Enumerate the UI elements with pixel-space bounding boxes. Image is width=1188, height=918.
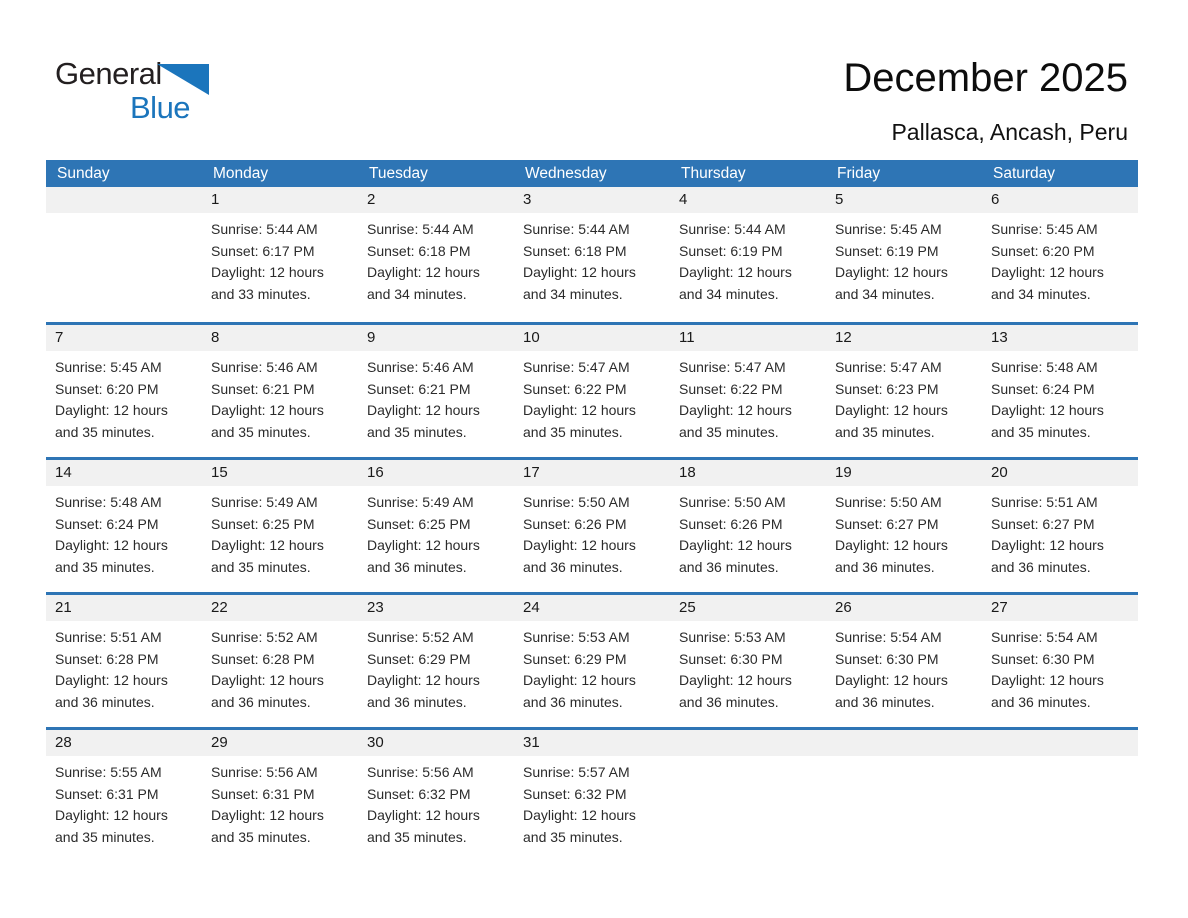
day-cell bbox=[202, 595, 358, 727]
daylight-minutes-text: and 36 minutes. bbox=[679, 558, 779, 575]
day-number bbox=[982, 730, 1138, 756]
daylight-minutes-text: and 35 minutes. bbox=[211, 558, 311, 575]
week-row bbox=[46, 727, 1138, 862]
daylight-hours-text: Daylight: 12 hours bbox=[55, 672, 168, 688]
daylight-hours-text: Daylight: 12 hours bbox=[55, 807, 168, 823]
sunset-text: Sunset: 6:30 PM bbox=[991, 650, 1095, 667]
sunrise-text: Sunrise: 5:49 AM bbox=[367, 494, 474, 510]
daylight-minutes-text: and 36 minutes. bbox=[55, 693, 155, 710]
weekday-saturday: Saturday bbox=[993, 165, 1056, 182]
daylight-minutes-text: and 36 minutes. bbox=[523, 693, 623, 710]
day-details bbox=[46, 351, 202, 443]
sunrise-text: Sunrise: 5:57 AM bbox=[523, 764, 630, 780]
sunrise-text: Sunrise: 5:44 AM bbox=[523, 221, 630, 237]
sunrise-text: Sunrise: 5:46 AM bbox=[211, 359, 318, 375]
day-cell bbox=[46, 460, 202, 592]
daylight-hours-text: Daylight: 12 hours bbox=[835, 672, 948, 688]
week-row bbox=[46, 187, 1138, 322]
sunrise-text: Sunrise: 5:45 AM bbox=[991, 221, 1098, 237]
day-cell bbox=[202, 460, 358, 592]
daylight-minutes-text: and 35 minutes. bbox=[523, 828, 623, 845]
day-cell bbox=[202, 730, 358, 862]
weekday-monday: Monday bbox=[213, 165, 269, 182]
daylight-minutes-text: and 34 minutes. bbox=[679, 285, 779, 302]
sunrise-text: Sunrise: 5:54 AM bbox=[835, 629, 942, 645]
daylight-hours-text: Daylight: 12 hours bbox=[367, 672, 480, 688]
day-cell bbox=[46, 325, 202, 457]
day-number: 16 bbox=[358, 460, 514, 486]
day-details bbox=[202, 486, 358, 578]
daylight-hours-text: Daylight: 12 hours bbox=[835, 537, 948, 553]
sunrise-text: Sunrise: 5:52 AM bbox=[367, 629, 474, 645]
day-cell bbox=[982, 325, 1138, 457]
day-number: 6 bbox=[982, 187, 1138, 213]
sunset-text: Sunset: 6:24 PM bbox=[991, 380, 1095, 397]
empty-day-cell bbox=[826, 730, 982, 862]
day-cell bbox=[358, 730, 514, 862]
daylight-minutes-text: and 35 minutes. bbox=[211, 423, 311, 440]
day-number: 30 bbox=[358, 730, 514, 756]
daylight-hours-text: Daylight: 12 hours bbox=[211, 672, 324, 688]
day-number: 24 bbox=[514, 595, 670, 621]
day-details bbox=[514, 213, 670, 305]
page-subtitle: Pallasca, Ancash, Peru bbox=[891, 119, 1128, 145]
day-details bbox=[358, 351, 514, 443]
daylight-minutes-text: and 35 minutes. bbox=[367, 828, 467, 845]
sunrise-text: Sunrise: 5:48 AM bbox=[991, 359, 1098, 375]
sunset-text: Sunset: 6:26 PM bbox=[523, 515, 627, 532]
daylight-hours-text: Daylight: 12 hours bbox=[679, 537, 792, 553]
sunrise-text: Sunrise: 5:55 AM bbox=[55, 764, 162, 780]
day-number bbox=[670, 730, 826, 756]
daylight-minutes-text: and 35 minutes. bbox=[523, 423, 623, 440]
daylight-hours-text: Daylight: 12 hours bbox=[835, 264, 948, 280]
daylight-minutes-text: and 36 minutes. bbox=[523, 558, 623, 575]
day-number: 5 bbox=[826, 187, 982, 213]
day-cell bbox=[358, 325, 514, 457]
week-row bbox=[46, 457, 1138, 592]
weekday-thursday: Thursday bbox=[681, 165, 746, 182]
sunset-text: Sunset: 6:20 PM bbox=[991, 242, 1095, 259]
sunset-text: Sunset: 6:19 PM bbox=[835, 242, 939, 259]
day-number: 23 bbox=[358, 595, 514, 621]
day-details bbox=[982, 351, 1138, 443]
daylight-hours-text: Daylight: 12 hours bbox=[991, 264, 1104, 280]
day-number: 7 bbox=[46, 325, 202, 351]
daylight-minutes-text: and 36 minutes. bbox=[835, 693, 935, 710]
empty-day-cell bbox=[982, 730, 1138, 862]
daylight-minutes-text: and 36 minutes. bbox=[367, 558, 467, 575]
day-details bbox=[358, 756, 514, 848]
day-details bbox=[358, 486, 514, 578]
sunset-text: Sunset: 6:28 PM bbox=[211, 650, 315, 667]
daylight-minutes-text: and 34 minutes. bbox=[991, 285, 1091, 302]
sunset-text: Sunset: 6:18 PM bbox=[523, 242, 627, 259]
sunset-text: Sunset: 6:26 PM bbox=[679, 515, 783, 532]
week-row bbox=[46, 322, 1138, 457]
day-number: 3 bbox=[514, 187, 670, 213]
day-details bbox=[670, 756, 826, 762]
sunset-text: Sunset: 6:19 PM bbox=[679, 242, 783, 259]
sunset-text: Sunset: 6:25 PM bbox=[211, 515, 315, 532]
day-details bbox=[982, 621, 1138, 713]
sunset-text: Sunset: 6:25 PM bbox=[367, 515, 471, 532]
daylight-hours-text: Daylight: 12 hours bbox=[679, 264, 792, 280]
day-cell bbox=[670, 325, 826, 457]
sunrise-text: Sunrise: 5:49 AM bbox=[211, 494, 318, 510]
sunset-text: Sunset: 6:30 PM bbox=[679, 650, 783, 667]
daylight-minutes-text: and 35 minutes. bbox=[55, 558, 155, 575]
daylight-minutes-text: and 36 minutes. bbox=[835, 558, 935, 575]
logo-text-blue: Blue bbox=[130, 90, 191, 125]
calendar-grid bbox=[46, 187, 1138, 862]
sunset-text: Sunset: 6:17 PM bbox=[211, 242, 315, 259]
day-details bbox=[46, 486, 202, 578]
general-blue-logo bbox=[55, 56, 225, 131]
day-number: 27 bbox=[982, 595, 1138, 621]
day-details bbox=[826, 351, 982, 443]
daylight-minutes-text: and 35 minutes. bbox=[211, 828, 311, 845]
sunrise-text: Sunrise: 5:44 AM bbox=[679, 221, 786, 237]
daylight-hours-text: Daylight: 12 hours bbox=[523, 264, 636, 280]
sunset-text: Sunset: 6:23 PM bbox=[835, 380, 939, 397]
day-number: 19 bbox=[826, 460, 982, 486]
day-details bbox=[46, 756, 202, 848]
sunrise-text: Sunrise: 5:47 AM bbox=[835, 359, 942, 375]
day-details bbox=[514, 621, 670, 713]
daylight-hours-text: Daylight: 12 hours bbox=[211, 264, 324, 280]
day-cell bbox=[514, 595, 670, 727]
sunrise-text: Sunrise: 5:56 AM bbox=[211, 764, 318, 780]
day-number: 14 bbox=[46, 460, 202, 486]
daylight-minutes-text: and 35 minutes. bbox=[835, 423, 935, 440]
day-number bbox=[826, 730, 982, 756]
sunrise-text: Sunrise: 5:53 AM bbox=[523, 629, 630, 645]
daylight-minutes-text: and 36 minutes. bbox=[991, 558, 1091, 575]
day-cell bbox=[358, 187, 514, 322]
sunset-text: Sunset: 6:21 PM bbox=[367, 380, 471, 397]
sunset-text: Sunset: 6:29 PM bbox=[523, 650, 627, 667]
day-details bbox=[982, 756, 1138, 762]
day-number: 13 bbox=[982, 325, 1138, 351]
sunset-text: Sunset: 6:18 PM bbox=[367, 242, 471, 259]
daylight-minutes-text: and 34 minutes. bbox=[523, 285, 623, 302]
day-details bbox=[982, 486, 1138, 578]
week-row bbox=[46, 592, 1138, 727]
day-number: 31 bbox=[514, 730, 670, 756]
daylight-minutes-text: and 35 minutes. bbox=[55, 423, 155, 440]
sunset-text: Sunset: 6:24 PM bbox=[55, 515, 159, 532]
daylight-hours-text: Daylight: 12 hours bbox=[367, 807, 480, 823]
daylight-hours-text: Daylight: 12 hours bbox=[211, 402, 324, 418]
day-details bbox=[514, 351, 670, 443]
sunrise-text: Sunrise: 5:44 AM bbox=[211, 221, 318, 237]
sunrise-text: Sunrise: 5:50 AM bbox=[835, 494, 942, 510]
day-details bbox=[514, 486, 670, 578]
sunrise-text: Sunrise: 5:51 AM bbox=[991, 494, 1098, 510]
daylight-hours-text: Daylight: 12 hours bbox=[367, 402, 480, 418]
daylight-hours-text: Daylight: 12 hours bbox=[55, 537, 168, 553]
sunrise-text: Sunrise: 5:47 AM bbox=[679, 359, 786, 375]
day-number bbox=[46, 187, 202, 213]
day-number: 25 bbox=[670, 595, 826, 621]
daylight-minutes-text: and 36 minutes. bbox=[991, 693, 1091, 710]
daylight-hours-text: Daylight: 12 hours bbox=[367, 264, 480, 280]
day-details bbox=[202, 756, 358, 848]
daylight-minutes-text: and 33 minutes. bbox=[211, 285, 311, 302]
day-number: 26 bbox=[826, 595, 982, 621]
day-cell bbox=[514, 325, 670, 457]
day-cell bbox=[670, 595, 826, 727]
day-number: 10 bbox=[514, 325, 670, 351]
daylight-hours-text: Daylight: 12 hours bbox=[835, 402, 948, 418]
day-cell bbox=[358, 595, 514, 727]
day-details bbox=[202, 213, 358, 305]
sunrise-text: Sunrise: 5:53 AM bbox=[679, 629, 786, 645]
sunrise-text: Sunrise: 5:50 AM bbox=[679, 494, 786, 510]
daylight-minutes-text: and 34 minutes. bbox=[835, 285, 935, 302]
daylight-hours-text: Daylight: 12 hours bbox=[523, 402, 636, 418]
day-number: 21 bbox=[46, 595, 202, 621]
sunset-text: Sunset: 6:22 PM bbox=[679, 380, 783, 397]
sunrise-text: Sunrise: 5:51 AM bbox=[55, 629, 162, 645]
sunrise-text: Sunrise: 5:45 AM bbox=[55, 359, 162, 375]
daylight-minutes-text: and 35 minutes. bbox=[367, 423, 467, 440]
day-details bbox=[670, 351, 826, 443]
sunset-text: Sunset: 6:22 PM bbox=[523, 380, 627, 397]
calendar-table bbox=[46, 160, 1138, 862]
day-number: 1 bbox=[202, 187, 358, 213]
daylight-minutes-text: and 36 minutes. bbox=[679, 693, 779, 710]
day-details bbox=[670, 621, 826, 713]
day-number: 28 bbox=[46, 730, 202, 756]
day-number: 20 bbox=[982, 460, 1138, 486]
daylight-hours-text: Daylight: 12 hours bbox=[211, 537, 324, 553]
daylight-hours-text: Daylight: 12 hours bbox=[55, 402, 168, 418]
sunset-text: Sunset: 6:27 PM bbox=[991, 515, 1095, 532]
daylight-hours-text: Daylight: 12 hours bbox=[523, 537, 636, 553]
daylight-minutes-text: and 34 minutes. bbox=[367, 285, 467, 302]
daylight-minutes-text: and 35 minutes. bbox=[991, 423, 1091, 440]
day-cell bbox=[826, 187, 982, 322]
day-cell bbox=[982, 187, 1138, 322]
day-details bbox=[514, 756, 670, 848]
weekday-wednesday: Wednesday bbox=[525, 165, 607, 182]
day-details bbox=[982, 213, 1138, 305]
daylight-minutes-text: and 36 minutes. bbox=[367, 693, 467, 710]
day-cell bbox=[202, 187, 358, 322]
day-details bbox=[670, 213, 826, 305]
weekday-sunday: Sunday bbox=[57, 165, 110, 182]
logo-text-general: General bbox=[55, 56, 162, 91]
sunrise-text: Sunrise: 5:52 AM bbox=[211, 629, 318, 645]
sunrise-text: Sunrise: 5:44 AM bbox=[367, 221, 474, 237]
sunrise-text: Sunrise: 5:47 AM bbox=[523, 359, 630, 375]
day-cell bbox=[358, 460, 514, 592]
daylight-minutes-text: and 35 minutes. bbox=[55, 828, 155, 845]
daylight-hours-text: Daylight: 12 hours bbox=[991, 402, 1104, 418]
sunset-text: Sunset: 6:32 PM bbox=[523, 785, 627, 802]
day-cell bbox=[46, 595, 202, 727]
daylight-hours-text: Daylight: 12 hours bbox=[523, 672, 636, 688]
day-number: 2 bbox=[358, 187, 514, 213]
daylight-minutes-text: and 36 minutes. bbox=[211, 693, 311, 710]
day-details bbox=[202, 351, 358, 443]
day-cell bbox=[202, 325, 358, 457]
day-cell bbox=[670, 460, 826, 592]
day-number: 17 bbox=[514, 460, 670, 486]
sunset-text: Sunset: 6:31 PM bbox=[55, 785, 159, 802]
day-cell bbox=[826, 460, 982, 592]
sunset-text: Sunset: 6:29 PM bbox=[367, 650, 471, 667]
sunset-text: Sunset: 6:27 PM bbox=[835, 515, 939, 532]
day-details bbox=[46, 621, 202, 713]
sunrise-text: Sunrise: 5:56 AM bbox=[367, 764, 474, 780]
sunrise-text: Sunrise: 5:45 AM bbox=[835, 221, 942, 237]
day-details bbox=[202, 621, 358, 713]
day-details bbox=[826, 486, 982, 578]
daylight-hours-text: Daylight: 12 hours bbox=[679, 672, 792, 688]
weekday-friday: Friday bbox=[837, 165, 881, 182]
sunrise-text: Sunrise: 5:46 AM bbox=[367, 359, 474, 375]
sunrise-text: Sunrise: 5:48 AM bbox=[55, 494, 162, 510]
day-cell bbox=[46, 730, 202, 862]
day-cell bbox=[514, 187, 670, 322]
daylight-hours-text: Daylight: 12 hours bbox=[523, 807, 636, 823]
sunset-text: Sunset: 6:21 PM bbox=[211, 380, 315, 397]
daylight-hours-text: Daylight: 12 hours bbox=[991, 672, 1104, 688]
weekday-header-row bbox=[46, 160, 1138, 187]
day-details bbox=[670, 486, 826, 578]
daylight-hours-text: Daylight: 12 hours bbox=[211, 807, 324, 823]
sunrise-text: Sunrise: 5:54 AM bbox=[991, 629, 1098, 645]
day-number: 11 bbox=[670, 325, 826, 351]
day-cell bbox=[982, 460, 1138, 592]
weekday-tuesday: Tuesday bbox=[369, 165, 428, 182]
day-number: 22 bbox=[202, 595, 358, 621]
sunset-text: Sunset: 6:30 PM bbox=[835, 650, 939, 667]
sunset-text: Sunset: 6:32 PM bbox=[367, 785, 471, 802]
day-cell bbox=[514, 730, 670, 862]
daylight-hours-text: Daylight: 12 hours bbox=[367, 537, 480, 553]
empty-day-cell bbox=[670, 730, 826, 862]
day-details bbox=[826, 213, 982, 305]
day-cell bbox=[514, 460, 670, 592]
day-number: 15 bbox=[202, 460, 358, 486]
page-title: December 2025 bbox=[843, 56, 1128, 100]
day-cell bbox=[826, 595, 982, 727]
daylight-hours-text: Daylight: 12 hours bbox=[991, 537, 1104, 553]
day-cell bbox=[670, 187, 826, 322]
sunset-text: Sunset: 6:20 PM bbox=[55, 380, 159, 397]
daylight-minutes-text: and 35 minutes. bbox=[679, 423, 779, 440]
day-number: 4 bbox=[670, 187, 826, 213]
sunset-text: Sunset: 6:31 PM bbox=[211, 785, 315, 802]
day-details bbox=[358, 213, 514, 305]
sunrise-text: Sunrise: 5:50 AM bbox=[523, 494, 630, 510]
day-cell bbox=[982, 595, 1138, 727]
day-cell bbox=[826, 325, 982, 457]
day-details bbox=[826, 756, 982, 762]
day-number: 8 bbox=[202, 325, 358, 351]
day-number: 29 bbox=[202, 730, 358, 756]
empty-day-cell bbox=[46, 187, 202, 322]
day-details bbox=[826, 621, 982, 713]
day-number: 12 bbox=[826, 325, 982, 351]
daylight-hours-text: Daylight: 12 hours bbox=[679, 402, 792, 418]
day-number: 18 bbox=[670, 460, 826, 486]
day-details bbox=[46, 213, 202, 219]
day-details bbox=[358, 621, 514, 713]
day-number: 9 bbox=[358, 325, 514, 351]
sunset-text: Sunset: 6:28 PM bbox=[55, 650, 159, 667]
